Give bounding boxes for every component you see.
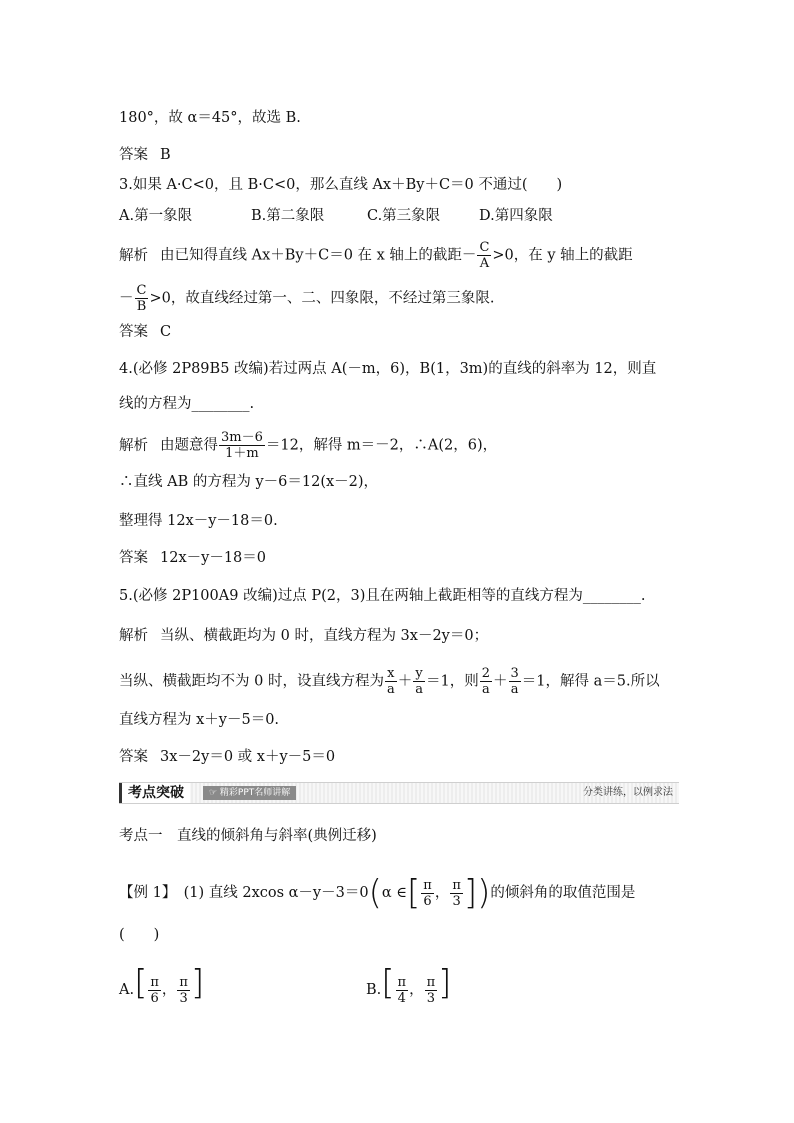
option-d: D.第四象限 [479,208,553,224]
comma: ， [434,885,450,901]
fraction [421,878,434,909]
solution-text: ＝1，解得 a＝5.所以 [521,673,660,690]
fraction-denominator: B [136,299,147,314]
solution-3-line-1 [119,240,633,271]
answer-value: 12x－y－18＝0 [160,550,266,566]
answer-label: 答案 [119,749,148,765]
fraction-denominator: 1＋m [225,446,259,461]
option-c: C.第三象限 [367,208,441,224]
answer-label: 答案 [119,324,148,340]
solution-text: 由题意得 [160,437,218,454]
question-3-options [119,206,553,226]
fraction-denominator: 6 [423,893,432,909]
left-bracket: [ [381,963,395,1003]
answer-label: 答案 [119,550,148,566]
solution-text: ＝12，解得 m＝－2，∴A(2，6)， [265,437,498,454]
right-bracket: ] [190,963,205,1003]
banner-title: 考点突破 [119,783,190,803]
fraction [148,975,161,1006]
banner-subtitle: ☞ 精彩PPT名师讲解 [203,786,296,800]
fraction-denominator: 3 [426,990,435,1006]
solution-text: ＝1，则 [425,673,479,690]
fraction-numerator: y [415,666,423,681]
fraction [425,975,438,1006]
section-banner [119,782,679,804]
fraction [480,666,492,697]
fraction-numerator: x [387,666,395,681]
answer-value: C [160,324,172,340]
solution-5-line-3: 直线方程为 x＋y－5＝0. [119,712,280,728]
answer-4 [119,548,266,568]
left-bracket: [ [134,963,148,1003]
fraction-denominator: a [415,682,423,697]
example-text: α ∈ [381,885,407,901]
answer-3 [119,322,171,342]
operator: ＋ [493,673,508,690]
fraction-numerator: π [179,974,188,990]
answer-value: B [160,147,171,163]
answer-2 [119,145,171,165]
fraction-numerator: 3m－6 [221,430,263,445]
fraction-denominator: 6 [150,990,159,1006]
fraction-numerator: π [150,974,159,990]
paren-expression [368,873,491,913]
example-1-options [119,963,452,1006]
solution-4-line-3: 整理得 12x－y－18＝0. [119,513,278,529]
solution-text: 当纵、横截距均不为 0 时，设直线方程为 [119,673,384,690]
fraction [413,666,425,697]
fraction-denominator: 3 [452,893,461,909]
fraction-denominator: a [510,682,519,697]
comma: ， [161,982,177,998]
question-4-line-2: 线的方程为________. [119,396,255,412]
solution-text: 当纵、横截距均为 0 时，直线方程为 3x－2y＝0； [160,628,489,644]
fraction-numerator: C [479,240,490,255]
option-label: B. [366,982,382,998]
solution-label: 解析 [119,247,148,264]
fraction [177,975,190,1006]
solution-4-line-1 [119,430,497,461]
question-3: 3.如果 A·C<0，且 B·C<0，那么直线 Ax＋By＋C＝0 不通过( ) [119,177,563,193]
fraction-numerator: 2 [481,666,490,681]
line-1: 180°，故 α＝45°，故选 B. [119,110,301,126]
solution-label: 解析 [119,437,148,454]
fraction-numerator: π [426,974,436,990]
fraction-numerator: π [423,877,432,893]
solution-text: 由已知得直线 Ax＋By＋C＝0 在 x 轴上的截距－ [160,247,477,264]
question-5: 5.(必修 2P100A9 改编)过点 P(2，3)且在两轴上截距相等的直线方程为________. [119,588,646,604]
left-paren: ( [368,873,382,913]
answer-value: 3x－2y＝0 或 x＋y－5＝0 [160,749,336,765]
right-paren: ) [477,873,491,913]
section-title: 考点一 直线的倾斜角与斜率(典例迁移) [119,828,377,844]
solution-text: － [119,290,134,307]
fraction-denominator: a [481,682,490,697]
answer-label: 答案 [119,147,148,163]
right-bracket: ] [463,873,478,913]
example-1-line-1 [119,873,636,913]
option-b: B.第二象限 [251,208,325,224]
fraction [135,283,149,314]
fraction-numerator: π [397,974,407,990]
fraction-denominator: a [386,682,395,697]
example-text: 的倾斜角的取值范围是 [490,885,636,901]
comma: ， [409,982,424,998]
answer-5 [119,747,335,767]
question-4-line-1: 4.(必修 2P89B5 改编)若过两点 A(－m，6)，B(1，3m)的直线的斜率为 12，则直 [119,361,657,377]
fraction [219,430,265,461]
example-1-line-2: ( ) [119,927,160,943]
left-bracket: [ [407,873,421,913]
example-text: 【例 1】 (1) 直线 2xcos α－y－3＝0 [119,885,369,901]
solution-5-line-2 [119,666,660,697]
fraction-denominator: 3 [179,990,188,1006]
solution-label: 解析 [119,628,148,644]
fraction-numerator: π [452,877,461,893]
fraction-denominator: A [479,256,490,271]
solution-4-line-2: ∴直线 AB 的方程为 y－6＝12(x－2)， [119,474,379,490]
fraction [509,666,521,697]
fraction [385,666,397,697]
operator: ＋ [397,673,413,690]
solution-text: >0，在 y 轴上的截距 [492,247,633,264]
option-a [119,963,366,1006]
banner-right-text: 分类讲练，以例求法 [583,787,673,798]
fraction-numerator: 3 [510,666,519,681]
fraction [396,975,409,1006]
fraction [477,240,491,271]
right-bracket: ] [438,963,452,1003]
solution-text: >0，故直线经过第一、二、四象限，不经过第三象限. [149,290,495,307]
solution-5-line-1 [119,626,488,646]
solution-3-line-2 [119,283,494,314]
option-a: A.第一象限 [119,208,193,224]
fraction-numerator: C [136,283,147,298]
option-b [366,963,452,1006]
fraction-denominator: 4 [397,990,406,1006]
fraction [450,878,463,909]
option-label: A. [119,982,135,998]
